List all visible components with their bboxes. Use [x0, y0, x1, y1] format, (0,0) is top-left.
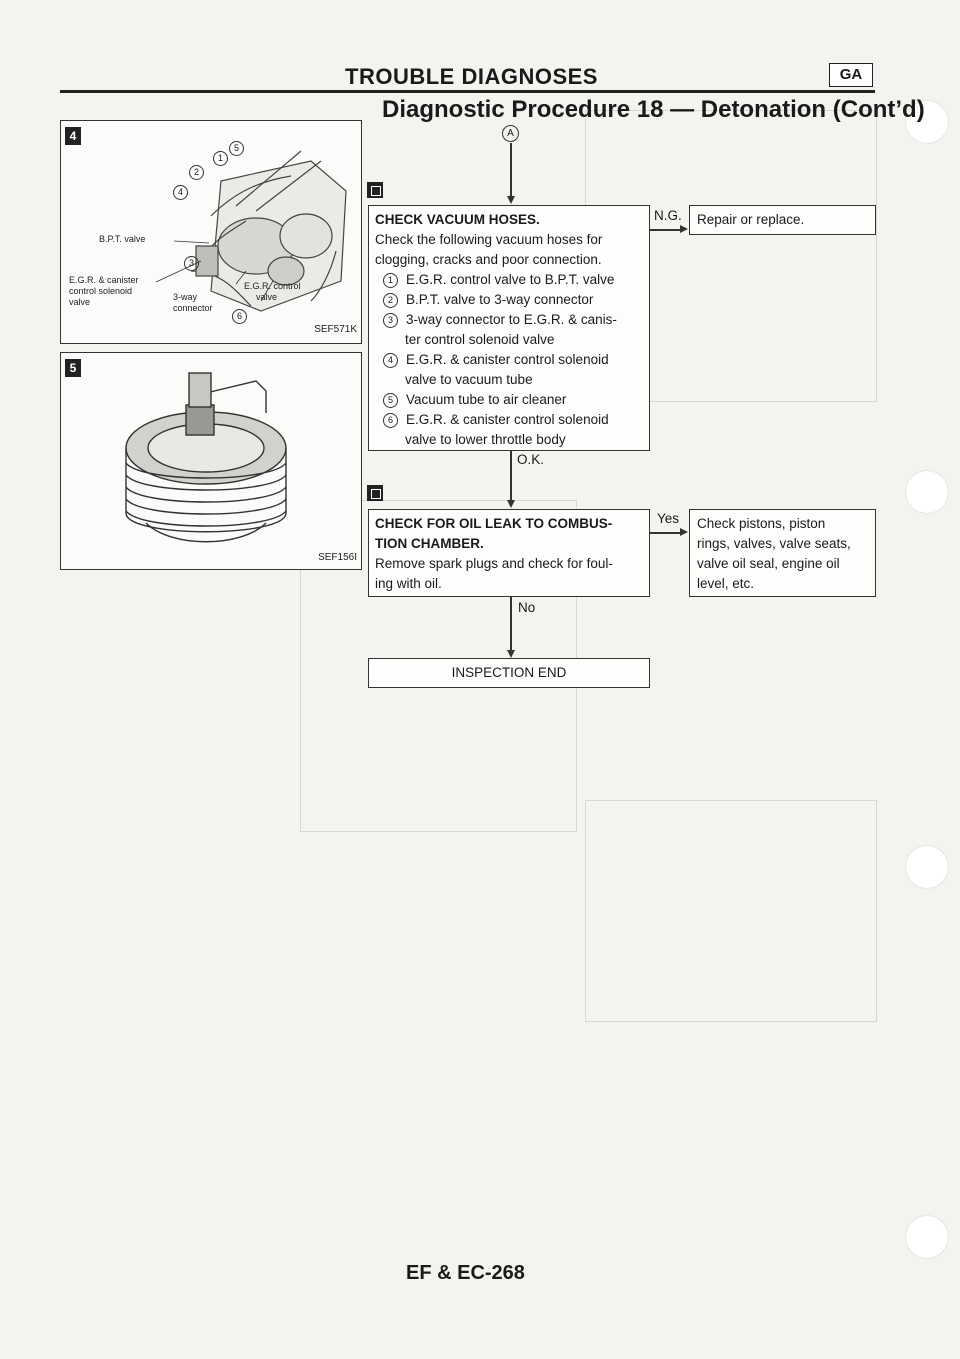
hose-item: 4 E.G.R. & canister control solenoid: [375, 350, 649, 370]
inspection-end-box: [368, 658, 650, 688]
hose-item-cont: valve to lower throttle body: [405, 432, 566, 447]
header-rule: [60, 90, 875, 93]
inspection-end-text: INSPECTION END: [451, 665, 567, 680]
callout-1: 1: [213, 149, 236, 167]
figure-vacuum-hoses: [60, 120, 362, 344]
figure-step-badge: 4: [65, 127, 81, 145]
section-title: TROUBLE DIAGNOSES: [345, 64, 598, 89]
step-5-heading: TION CHAMBER.: [375, 536, 484, 551]
procedure-title: Diagnostic Procedure 18 — Detonation (Cont’d): [382, 96, 925, 123]
connector-a-marker: A: [502, 124, 519, 142]
figure-step-badge: 5: [65, 359, 81, 377]
flow-arrow: [680, 528, 688, 536]
flow-line: [510, 143, 512, 197]
binder-hole: [905, 470, 949, 514]
step-4-intro: clogging, cracks and poor connection.: [375, 252, 602, 267]
check-pistons-text: level, etc.: [697, 576, 755, 591]
step-5-body: Remove spark plugs and check for foul-: [375, 556, 613, 571]
flow-line: [650, 229, 680, 231]
callout-2: 2: [189, 163, 212, 181]
label-egr-control-2: valve: [256, 292, 278, 302]
hose-item-cont: valve to vacuum tube: [405, 372, 533, 387]
label-3-way-1: 3-way: [173, 292, 198, 302]
step-5-heading: CHECK FOR OIL LEAK TO COMBUS-: [375, 516, 613, 531]
ng-label: N.G.: [654, 208, 682, 223]
callout-4: 4: [173, 183, 196, 201]
ok-label: O.K.: [517, 452, 545, 467]
check-pistons-box: [689, 509, 876, 597]
label-egr-control-1: E.G.R. control: [244, 281, 301, 291]
label-3-way-2: connector: [173, 303, 213, 313]
figure-code: SEF571K: [314, 324, 357, 335]
check-pistons-text: rings, valves, valve seats,: [697, 536, 851, 551]
step-4-box: [368, 205, 650, 451]
hose-item: 2 B.P.T. valve to 3-way connector: [375, 290, 649, 310]
binder-hole: [905, 845, 949, 889]
step-4-intro: Check the following vacuum hoses for: [375, 232, 603, 247]
step-5-marker: [367, 485, 383, 501]
step-4-marker: [367, 182, 383, 198]
hose-item: 6 E.G.R. & canister control solenoid: [375, 410, 649, 430]
step-5-box: [368, 509, 650, 597]
flow-arrow: [680, 225, 688, 233]
figure-spark-plug: [60, 352, 362, 570]
figure-code: SEF156I: [318, 552, 357, 563]
label-egr-canister-2: control solenoid: [69, 286, 133, 296]
hose-item: 5 Vacuum tube to air cleaner: [375, 390, 649, 410]
flow-arrow: [507, 650, 515, 658]
callout-3: 3: [184, 254, 207, 272]
spark-plug-illustration: [61, 353, 361, 569]
label-egr-canister-3: valve: [69, 297, 91, 307]
check-pistons-text: valve oil seal, engine oil: [697, 556, 840, 571]
repair-text: Repair or replace.: [697, 212, 805, 227]
flow-line: [510, 451, 512, 501]
label-egr-canister-1: E.G.R. & canister: [69, 275, 139, 285]
flow-arrow: [507, 196, 515, 204]
flow-arrow: [507, 500, 515, 508]
hose-item: 1 E.G.R. control valve to B.P.T. valve: [375, 270, 649, 290]
repair-box: [689, 205, 876, 235]
step-5-body: ing with oil.: [375, 576, 442, 591]
binder-hole: [905, 1215, 949, 1259]
yes-label: Yes: [657, 511, 680, 526]
label-bpt-valve: B.P.T. valve: [99, 234, 146, 244]
step-4-heading: CHECK VACUUM HOSES.: [375, 212, 540, 227]
callout-6: 6: [232, 307, 255, 325]
hose-item-cont: ter control solenoid valve: [405, 332, 555, 347]
section-badge: GA: [829, 63, 873, 87]
hose-item: 3 3-way connector to E.G.R. & canis-: [375, 310, 649, 330]
check-pistons-text: Check pistons, piston: [697, 516, 826, 531]
page-number: EF & EC-268: [406, 1262, 525, 1284]
flow-line: [510, 597, 512, 651]
flow-line: [650, 532, 680, 534]
callout-5: 5: [229, 139, 252, 157]
bleed-through-panel-right-2: [585, 800, 877, 1022]
no-label: No: [518, 600, 536, 615]
